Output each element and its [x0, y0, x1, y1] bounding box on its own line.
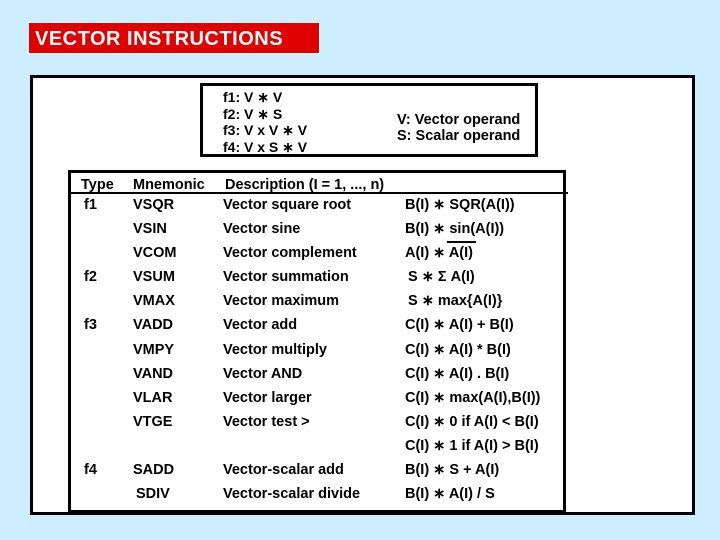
cell-description: Vector multiply	[223, 342, 327, 358]
cell-description: Vector-scalar add	[223, 462, 344, 478]
cell-mnemonic: VAND	[133, 366, 174, 382]
cell-formula: A(I) ∗ A(I)	[405, 245, 473, 261]
cell-type: f2	[84, 269, 97, 285]
cell-mnemonic: VTGE	[133, 414, 173, 430]
cell-mnemonic: VMAX	[133, 293, 175, 309]
cell-formula: C(I) ∗ 0 if A(I) < B(I)	[405, 414, 539, 430]
instruction-types-box	[200, 83, 538, 157]
vector-operand-label: V: Vector operand	[397, 112, 521, 128]
cell-description: Vector summation	[223, 269, 349, 285]
slide-title: VECTOR INSTRUCTIONS	[28, 22, 320, 54]
cell-mnemonic: VSIN	[133, 221, 167, 237]
cell-formula: C(I) ∗ A(I) * B(I)	[405, 342, 511, 358]
cell-description: Vector-scalar divide	[223, 486, 361, 502]
cell-mnemonic: SDIV	[136, 486, 170, 502]
type-f1: f1: V ∗ V	[223, 89, 283, 105]
cell-formula: C(I) ∗ A(I) + B(I)	[405, 317, 514, 333]
header-type: Type	[81, 177, 114, 193]
cell-formula: S ∗ Σ A(I)	[408, 269, 475, 285]
cell-formula: B(I) ∗ SQR(A(I))	[405, 197, 515, 213]
cell-mnemonic: SADD	[133, 462, 175, 478]
cell-description: Vector maximum	[223, 293, 340, 309]
cell-type: f4	[84, 462, 97, 478]
scalar-operand-label: S: Scalar operand	[397, 128, 521, 144]
complement-overbar	[447, 241, 476, 243]
cell-description: Vector larger	[223, 390, 312, 406]
type-f4: f4: V x S ∗ V	[223, 138, 308, 155]
cell-mnemonic: VCOM	[133, 245, 177, 261]
cell-description: Vector square root	[223, 197, 352, 213]
type-f3: f3: V x V ∗ V	[223, 122, 308, 138]
cell-mnemonic: VADD	[133, 317, 174, 333]
cell-mnemonic: VMPY	[133, 342, 175, 358]
cell-mnemonic: VSQR	[133, 197, 175, 213]
operand-legend	[397, 112, 520, 144]
cell-formula: B(I) ∗ A(I) / S	[405, 486, 495, 502]
cell-description: Vector AND	[223, 366, 303, 382]
cell-formula: B(I) ∗ sin(A(I))	[405, 221, 505, 237]
cell-formula: C(I) ∗ A(I) . B(I)	[405, 366, 510, 382]
instruction-types-list	[223, 89, 307, 155]
cell-formula: S ∗ max{A(I)}	[408, 293, 503, 309]
cell-description: Vector sine	[223, 221, 301, 237]
cell-formula: C(I) ∗ max(A(I),B(I))	[405, 390, 541, 406]
cell-description: Vector add	[223, 317, 298, 333]
cell-description: Vector test >	[223, 414, 310, 430]
cell-mnemonic: VLAR	[133, 390, 173, 406]
cell-type: f3	[84, 317, 97, 333]
cell-formula: C(I) ∗ 1 if A(I) > B(I)	[405, 438, 539, 454]
cell-description: Vector complement	[223, 245, 357, 261]
header-description: Description (I = 1, ..., n)	[225, 177, 385, 193]
cell-mnemonic: VSUM	[133, 269, 175, 285]
cell-formula: B(I) ∗ S + A(I)	[405, 462, 500, 478]
header-mnemonic: Mnemonic	[133, 177, 205, 193]
cell-type: f1	[84, 197, 97, 213]
type-f2: f2: V ∗ S	[223, 105, 283, 122]
